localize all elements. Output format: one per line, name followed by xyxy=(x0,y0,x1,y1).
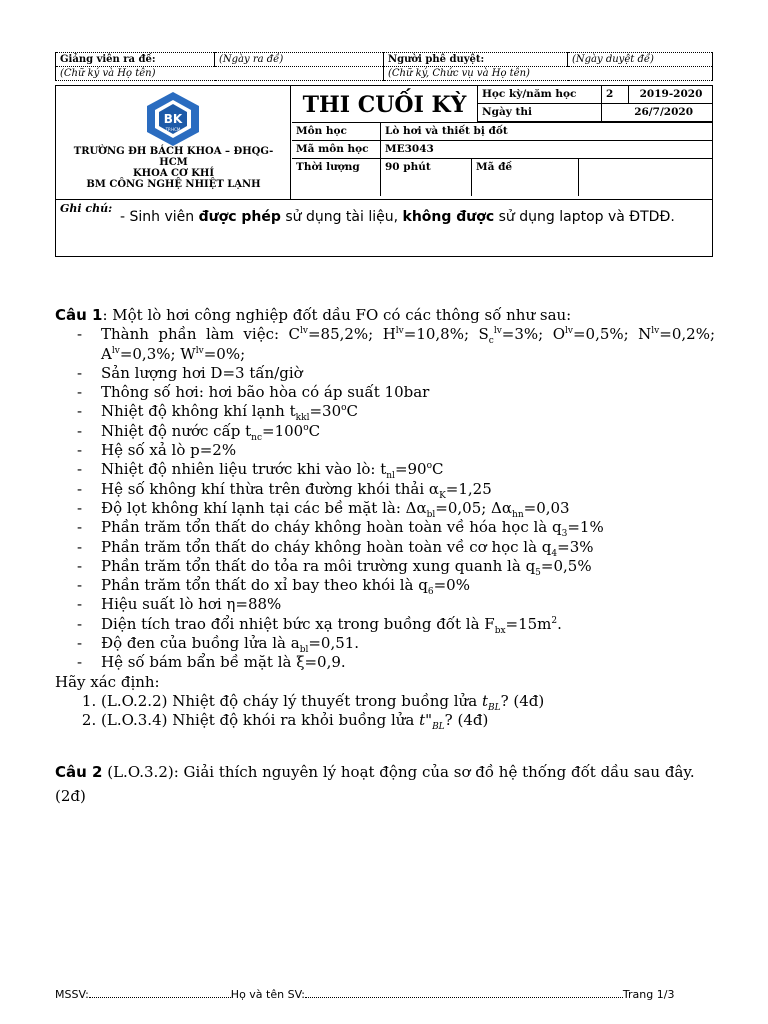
duration-value: 90 phút xyxy=(381,159,472,197)
list-item: - Phần trăm tổn thất do cháy không hoàn toàn về cơ học là $q_4=3\%$ xyxy=(55,538,715,557)
list-item: - Hệ số bám bẩn bề mặt là ξ=0,9. xyxy=(55,653,715,672)
task-subscript: BL xyxy=(432,722,445,733)
q1-ask: Hãy xác định: xyxy=(55,672,160,691)
mssv-label: MSSV: xyxy=(55,988,89,1001)
note-row xyxy=(56,199,712,258)
list-item: - Phần trăm tổn thất do cháy không hoàn toàn về hóa học là $q_3=1\%$ xyxy=(55,518,715,537)
q2-title: Câu 2 xyxy=(55,763,103,781)
school-name xyxy=(56,146,291,190)
task-text: (L.O.3.4) Nhiệt độ khói ra khỏi buồng lửa xyxy=(101,711,420,730)
school-line: TRƯỜNG ĐH BÁCH KHOA – ĐHQG- xyxy=(73,146,274,157)
exam-code-label: Mã đề xyxy=(472,159,579,197)
task-list xyxy=(55,692,715,731)
note-allowed: được phép xyxy=(198,209,281,225)
subject-label: Môn học xyxy=(292,123,381,141)
list-item: - Thành phần làm việc: $C^{lv}=85,2\%$; $H^{lv}=10,8\%$; $S_c^{lv}=3\%$; $O^{lv}=0,5\%$; $N^{lv}=0,2\%$; $A^{lv}=0,3\%$; $W^{lv}=0\%$; xyxy=(55,325,715,364)
semester-label: Học kỳ/năm học xyxy=(478,86,602,104)
exam-header xyxy=(55,85,713,257)
list-item: - Nhiệt độ không khí lạnh $t_{kkl}=30^oC$ xyxy=(55,402,715,421)
task-end: ? (4đ) xyxy=(444,711,489,730)
note-text-part: - Sinh viên xyxy=(120,209,199,225)
list-item: - Hệ số không khí thừa trên đường khói thải $\alpha_K=1,25$ xyxy=(55,480,715,499)
year-value: 2019-2020 xyxy=(629,86,714,104)
list-item: - Nhiệt độ nước cấp $t_{nc}=100^oC$ xyxy=(55,422,715,441)
exam-title: THI CUỐI KỲ xyxy=(292,86,478,122)
page-number: Trang 1/3 xyxy=(622,988,675,1001)
task-text: (L.O.2.2) Nhiệt độ cháy lý thuyết trong buồng lửa xyxy=(101,691,482,710)
duration-label: Thời lượng xyxy=(292,159,381,197)
date-approved: (Ngày duyệt đề) xyxy=(568,53,713,67)
school-line: BM CÔNG NGHỆ NHIỆT LẠNH xyxy=(86,179,261,190)
note-text xyxy=(120,206,700,228)
school-line: KHOA CƠ KHÍ xyxy=(132,168,215,179)
note-text-part: sử dụng tài liệu, xyxy=(280,209,403,225)
school-line: HCM xyxy=(159,157,188,168)
svg-text:TP.HCM: TP.HCM xyxy=(165,127,181,132)
list-item: - Phần trăm tổn thất do tỏa ra môi trường xung quanh là $q_5=0,5\%$ xyxy=(55,557,715,576)
exam-code-value xyxy=(579,159,714,197)
subject-grid xyxy=(292,122,713,196)
task-symbol: t xyxy=(481,691,488,710)
list-item: - Hiệu suất lò hơi η=88% xyxy=(55,595,715,614)
date-value: 26/7/2020 xyxy=(602,104,714,122)
q2-text: (L.O.3.2): Giải thích nguyên lý hoạt động của sơ đồ hệ thống đốt dầu sau đây. (2đ) xyxy=(55,763,695,805)
q1-intro-text: : Một lò hơi công nghiệp đốt dầu FO có các thông số như sau: xyxy=(102,306,572,324)
question-2 xyxy=(55,760,715,808)
question-1 xyxy=(55,306,715,731)
date-label: Ngày thi xyxy=(478,104,602,122)
name-field[interactable] xyxy=(305,988,623,998)
subject-value: Lò hơi và thiết bị đốt xyxy=(381,123,714,141)
list-item: - Thông số hơi: hơi bão hòa có áp suất 10bar xyxy=(55,383,715,402)
approval-table xyxy=(55,52,713,81)
list-item: - Sản lượng hơi D=3 tấn/giờ xyxy=(55,364,715,383)
school-cell xyxy=(56,86,291,199)
lecturer-label: Giảng viên ra đề: xyxy=(56,53,215,67)
list-item: - Độ đen của buồng lửa là $a_{bl}=0,51$. xyxy=(55,634,715,653)
page-footer xyxy=(55,988,715,1001)
lecturer-sign: (Chữ ký và Họ tên) xyxy=(56,67,384,81)
task-item-a xyxy=(101,692,715,711)
approver-label: Người phê duyệt: xyxy=(384,53,568,67)
q1-title: Câu 1 xyxy=(55,306,103,324)
list-item: - Diện tích trao đổi nhiệt bức xạ trong buồng đốt là $F_{bx}=15m^2$. xyxy=(55,615,715,634)
task-item-b xyxy=(101,711,715,733)
date-made: (Ngày ra đề) xyxy=(215,53,384,67)
task-end: ? (4đ) xyxy=(500,691,545,710)
semester-value: 2 xyxy=(602,86,629,104)
school-logo xyxy=(143,90,203,146)
parameter-list xyxy=(55,325,715,672)
code-label: Mã môn học xyxy=(292,141,381,159)
info-grid xyxy=(478,86,713,122)
note-text-part: sử dụng laptop và ĐTDĐ. xyxy=(494,209,675,225)
task-symbol: t" xyxy=(419,711,433,730)
code-value: ME3043 xyxy=(381,141,714,159)
list-item: - Nhiệt độ nhiên liệu trước khi vào lò: $t_{nl}=90^oC$ xyxy=(55,460,715,479)
list-item: - Độ lọt không khí lạnh tại các bề mặt là: $\Delta\alpha_{bl}=0,05$; $\Delta\alpha_{hn}=0,03$ xyxy=(55,499,715,518)
approver-sign: (Chữ ký, Chức vụ và Họ tên) xyxy=(384,67,713,81)
note-label: Ghi chú: xyxy=(60,202,113,215)
name-label: Họ và tên SV: xyxy=(230,988,305,1001)
svg-text:BK: BK xyxy=(163,112,183,126)
note-not-allowed: không được xyxy=(402,209,495,225)
list-item: - Phần trăm tổn thất do xỉ bay theo khói là $q_6=0\%$ xyxy=(55,576,715,595)
q1-intro xyxy=(55,306,715,325)
task-subscript: BL xyxy=(487,702,501,713)
list-item: - Hệ số xả lò p=2% xyxy=(55,441,715,460)
mssv-field[interactable] xyxy=(89,988,231,998)
